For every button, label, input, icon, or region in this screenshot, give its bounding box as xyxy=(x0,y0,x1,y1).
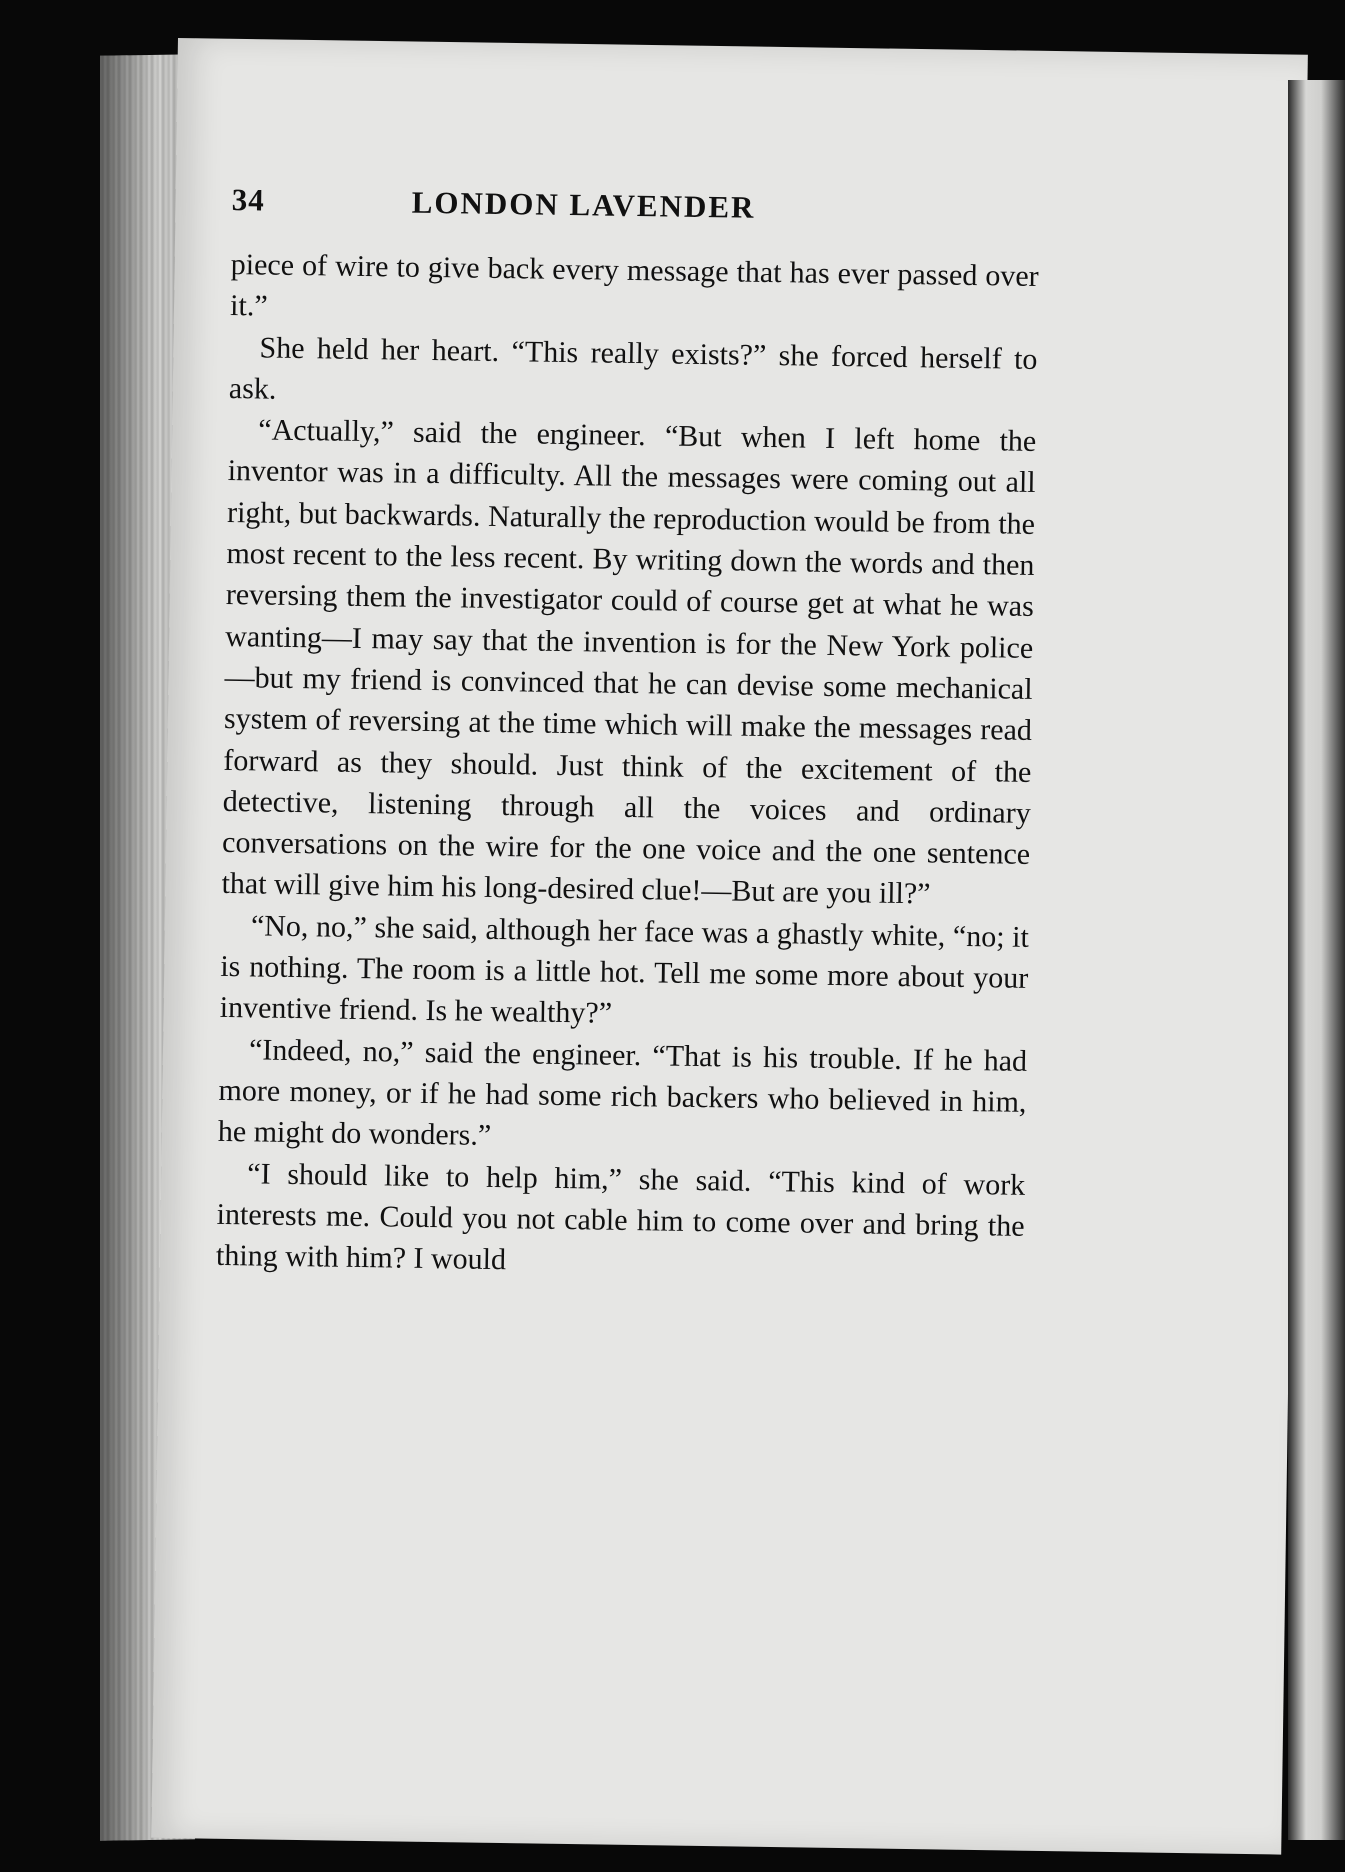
paragraph: She held her heart. “This really exists?” she forced herself to ask. xyxy=(228,331,1038,406)
running-title: LONDON LAVENDER xyxy=(411,184,756,225)
page-number: 34 xyxy=(231,182,265,218)
page-text xyxy=(216,182,1040,1288)
page-edges-right xyxy=(1288,80,1345,1840)
paragraph: “No, no,” she said, although her face was a ghastly white, “no; it is nothing. The room is a little hot. Tell me some more about your inventive friend. Is he wealthy?” xyxy=(219,909,1030,1031)
paragraph: piece of wire to give back every message that has ever passed over it.” xyxy=(229,247,1039,323)
paragraph: “Actually,” said the engineer. “But when I left home the inventor was in a difficulty. All the messages were coming out all right, but backwards. Naturally the reproduction would be from the most recent to the less recent. By writing down the words and then reversing them the investigator could of course get at what he was wanting—I may say that the invention is for the New York police—but my friend is convinced that he can devise some mechanical system of reversing at the time which will make the messages read forward as they should. Just think of the excitement of the detective, listening through all the voices and ordinary conversations on the wire for the one voice and the one sentence that will give him his long-desired clue!—But are you ill?” xyxy=(221,413,1037,911)
paragraph: “I should like to help him,” she said. “This kind of work interests me. Could you not cable him to come over and bring the thing with him? I would xyxy=(215,1156,1026,1277)
paragraph: “Indeed, no,” said the engineer. “That is his trouble. If he had more money, or if he had some rich backers who believed in him, he might do wonders.” xyxy=(217,1032,1028,1153)
